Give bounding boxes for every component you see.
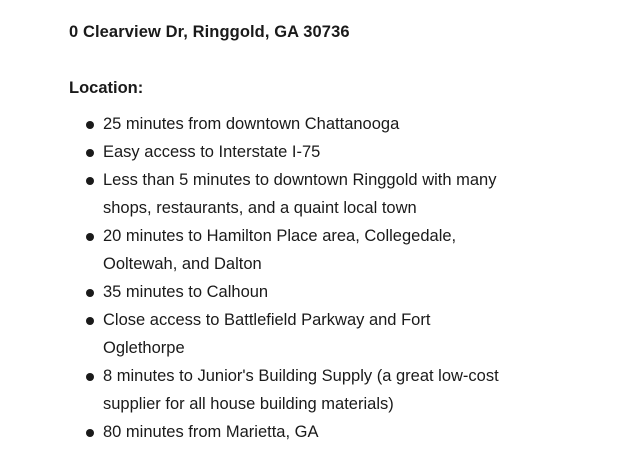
bullet-icon <box>86 289 94 297</box>
bullet-icon <box>86 233 94 241</box>
location-item-text: Close access to Battlefield Parkway and Fort Oglethorpe <box>103 311 431 357</box>
location-item-text: Less than 5 minutes to downtown Ringgold with many shops, restaurants, and a quaint local town <box>103 171 497 217</box>
bullet-icon <box>86 149 94 157</box>
location-item <box>69 362 509 418</box>
location-item <box>69 418 509 446</box>
location-item-text: 80 minutes from Marietta, GA <box>103 423 319 441</box>
location-item <box>69 138 509 166</box>
location-item-text: 20 minutes to Hamilton Place area, Collegedale, Ooltewah, and Dalton <box>103 227 457 273</box>
bullet-icon <box>86 121 94 129</box>
location-item <box>69 306 509 362</box>
bullet-icon <box>86 177 94 185</box>
property-address: 0 Clearview Dr, Ringgold, GA 30736 <box>69 23 350 41</box>
bullet-icon <box>86 373 94 381</box>
location-list <box>69 110 509 446</box>
bullet-icon <box>86 317 94 325</box>
location-item-text: 25 minutes from downtown Chattanooga <box>103 115 400 133</box>
bullet-icon <box>86 429 94 437</box>
location-item-text: 8 minutes to Junior's Building Supply (a great low-cost supplier for all house building materials) <box>103 367 499 413</box>
location-item <box>69 278 509 306</box>
location-heading: Location: <box>69 79 144 97</box>
location-item-text: 35 minutes to Calhoun <box>103 283 269 301</box>
location-item-text: Easy access to Interstate I-75 <box>103 143 321 161</box>
location-item <box>69 222 509 278</box>
location-item <box>69 166 509 222</box>
location-item <box>69 110 509 138</box>
